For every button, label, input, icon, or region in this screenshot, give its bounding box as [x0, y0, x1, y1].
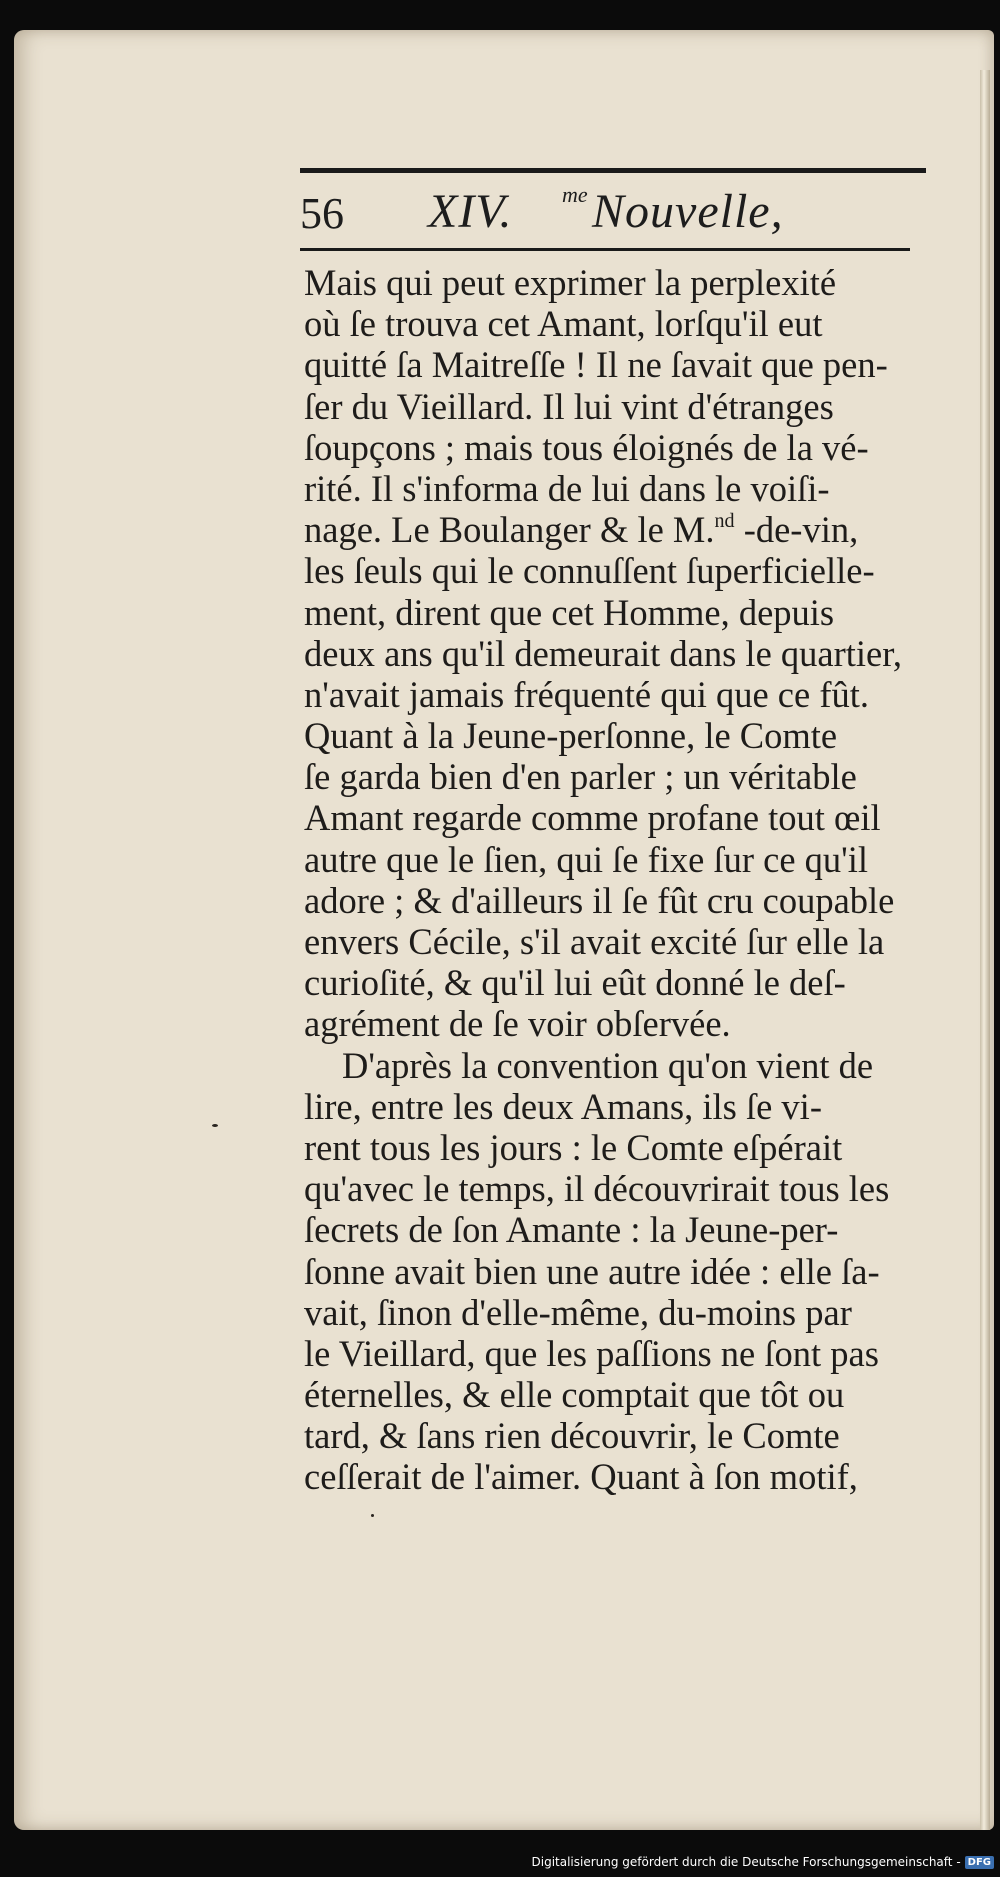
text-line-content: lire, entre les deux Amans, ils ſe vi-: [304, 1085, 822, 1127]
chapter-title: Nouvelle,: [592, 185, 784, 238]
text-line-content: ſer du Vieillard. Il lui vint d'étranges: [304, 385, 834, 427]
text-line-content: où ſe trouva cet Amant, lorſqu'il eut: [304, 303, 823, 345]
text-line-content: ſonne avait bien une autre idée : elle ſa-: [304, 1250, 880, 1292]
text-line-content: vait, ſinon d'elle-même, du-moins par: [304, 1291, 852, 1333]
text-line-content: tard, & ſans rien découvrir, le Comte: [304, 1415, 840, 1457]
page-edge: [980, 70, 990, 1830]
text-line: [304, 756, 934, 797]
page-number: 56: [300, 189, 344, 238]
text-line: [304, 1003, 934, 1044]
text-line-continuation: -de-vin,: [734, 509, 859, 551]
text-line-content: adore ; & d'ailleurs il ſe fût cru coupable: [304, 879, 895, 921]
text-line: [304, 633, 934, 674]
text-line: [304, 550, 934, 591]
text-line-content: ſe garda bien d'en parler ; un véritable: [304, 756, 857, 798]
text-line-content: ſecrets de ſon Amante : la Jeune-per-: [304, 1209, 839, 1251]
ink-speck: [371, 1514, 374, 1517]
text-line-content: quitté ſa Maitreſſe ! Il ne ſavait que pen-: [304, 344, 888, 386]
text-line: [304, 1168, 934, 1209]
ink-speck: [212, 1124, 218, 1127]
text-line: [304, 592, 934, 633]
text-line-content: ceſſerait de l'aimer. Quant à ſon motif,: [304, 1456, 858, 1498]
text-line-content: nage. Le Boulanger & le M.: [304, 509, 715, 551]
text-line-content: les ſeuls qui le connuſſent ſuperficielle-: [304, 550, 875, 592]
body-text: [304, 262, 934, 1498]
text-line: [304, 344, 934, 385]
text-line: [304, 1086, 934, 1127]
text-line-content: deux ans qu'il demeurait dans le quartier,: [304, 632, 903, 674]
text-line-content: agrément de ſe voir obſervée.: [304, 1003, 731, 1045]
text-line-content: curioſité, & qu'il lui eût donné le deſ-: [304, 962, 846, 1004]
header-rule-top: [300, 168, 926, 173]
text-line-content: Quant à la Jeune-perſonne, le Comte: [304, 715, 838, 757]
dfg-logo: DFG: [965, 1856, 994, 1869]
text-line: [304, 468, 934, 509]
text-line: [304, 1292, 934, 1333]
text-line: [304, 1456, 934, 1497]
text-line-content: D'après la convention qu'on vient de: [342, 1044, 874, 1086]
text-line-content: Amant regarde comme profane tout œil: [304, 797, 881, 839]
text-line-content: envers Cécile, s'il avait excité ſur elle la: [304, 921, 885, 962]
text-line-content: ment, dirent que cet Homme, depuis: [304, 591, 835, 633]
text-line: [304, 962, 934, 1003]
text-line: [304, 715, 934, 756]
text-line: [304, 509, 934, 550]
text-line: [304, 674, 934, 715]
text-line: [304, 262, 934, 303]
chapter-number: XIV.: [428, 185, 513, 238]
text-line: [304, 797, 934, 838]
text-line: [304, 386, 934, 427]
text-line: [304, 1415, 934, 1456]
header-rule-bottom: [300, 248, 910, 251]
credit-text: Digitalisierung gefördert durch die Deutsche Forschungsgemeinschaft -: [531, 1855, 961, 1869]
text-line: [304, 921, 934, 962]
text-line: [304, 1333, 934, 1374]
text-line: [304, 1209, 934, 1250]
text-line-content: autre que le ſien, qui ſe fixe ſur ce qu'il: [304, 838, 869, 880]
text-line: [304, 880, 934, 921]
text-line-content: ſoupçons ; mais tous éloignés de la vé-: [304, 426, 869, 468]
text-line-content: n'avait jamais fréquenté qui que ce fût.: [304, 673, 870, 715]
text-line-content: Mais qui peut exprimer la perplexité: [304, 262, 837, 303]
text-line: [304, 839, 934, 880]
text-line-content: qu'avec le temps, il découvrirait tous les: [304, 1168, 890, 1210]
text-line: [304, 1374, 934, 1415]
text-line: [304, 1251, 934, 1292]
superscript: nd: [714, 510, 735, 533]
text-line: [304, 427, 934, 468]
text-line-content: le Vieillard, que les paſſions ne ſont pas: [304, 1332, 879, 1374]
text-line: [304, 1045, 934, 1086]
running-head: [300, 184, 920, 240]
text-line-content: rent tous les jours : le Comte eſpérait: [304, 1126, 843, 1168]
chapter-number-superscript: me: [562, 182, 588, 207]
text-line-content: rité. Il s'informa de lui dans le voiſi-: [304, 467, 830, 509]
text-line: [304, 1127, 934, 1168]
digitization-credit: [532, 1850, 995, 1874]
text-line: [304, 303, 934, 344]
text-line-content: éternelles, & elle comptait que tôt ou: [304, 1374, 845, 1416]
